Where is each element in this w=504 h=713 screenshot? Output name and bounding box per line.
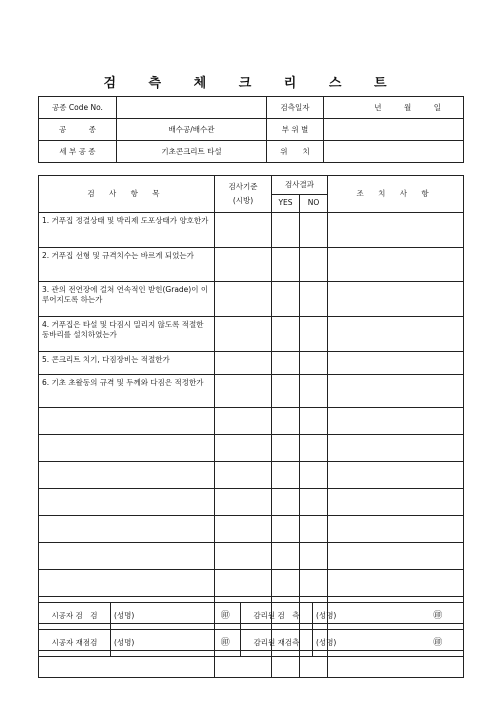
no-cell	[300, 489, 328, 516]
date-field: 년 월 일	[324, 97, 464, 119]
yes-cell	[272, 213, 300, 248]
action-cell	[328, 375, 464, 408]
col-header-action: 조 치 사 항	[328, 176, 464, 213]
seal-mark: ㊞	[211, 630, 241, 657]
no-cell	[300, 516, 328, 543]
header-row	[39, 141, 464, 163]
action-cell	[328, 317, 464, 352]
no-cell	[300, 282, 328, 317]
checklist-item-text	[39, 516, 215, 543]
table-row	[39, 408, 464, 435]
header-row	[39, 97, 464, 119]
no-cell	[300, 543, 328, 570]
action-cell	[328, 213, 464, 248]
yes-cell	[272, 516, 300, 543]
table-row	[39, 543, 464, 570]
yes-cell	[272, 375, 300, 408]
no-cell	[300, 352, 328, 375]
checklist-item-text	[39, 489, 215, 516]
standard-cell	[215, 516, 272, 543]
seal-mark: ㊞	[413, 630, 464, 657]
checklist-item-text: 5. 콘크리트 치기, 다짐장비는 적절한가	[39, 352, 215, 375]
checklist-item-text	[39, 570, 215, 597]
header-value: 기초콘크리트 타설	[117, 141, 267, 163]
standard-cell	[215, 352, 272, 375]
col-header-no: NO	[300, 194, 328, 213]
signature-name-field: (성명)	[111, 630, 211, 657]
header-label: 공 종	[39, 119, 117, 141]
col-header-items: 검 사 항 목	[39, 176, 215, 213]
standard-cell	[215, 543, 272, 570]
no-cell	[300, 570, 328, 597]
yes-cell	[272, 282, 300, 317]
no-cell	[300, 213, 328, 248]
standard-cell	[215, 282, 272, 317]
col-header-yes: YES	[272, 194, 300, 213]
table-row	[39, 317, 464, 352]
action-cell	[328, 408, 464, 435]
action-cell	[328, 282, 464, 317]
header-value	[324, 141, 464, 163]
action-cell	[328, 570, 464, 597]
table-row	[39, 435, 464, 462]
table-row	[39, 570, 464, 597]
header-label: 세 부 공 종	[39, 141, 117, 163]
action-cell	[328, 516, 464, 543]
header-label: 공종 Code No.	[39, 97, 117, 119]
checklist-item-text: 6. 기초 초왈동의 규격 및 두께와 다짐은 적정한가	[39, 375, 215, 408]
col-header-result: 검사결과	[272, 176, 328, 195]
signature-row	[39, 603, 464, 630]
document-title: 검 측 체 크 리 스 트	[103, 76, 401, 91]
action-cell	[328, 462, 464, 489]
signature-label: 시공자 검 검	[39, 603, 111, 630]
col-header-standard-label: 검사기준	[228, 182, 258, 191]
table-row	[39, 516, 464, 543]
yes-cell	[272, 462, 300, 489]
yes-cell	[272, 317, 300, 352]
header-label: 위 치	[267, 141, 324, 163]
checklist-item-text: 4. 거푸집은 타설 및 다짐시 밀리지 않도록 적절한 동바리를 설치하였는가	[39, 317, 215, 352]
checklist-item-text: 3. 관의 전연장에 걸쳐 연속적인 받힌(Grade)이 이루어지도록 하는가	[39, 282, 215, 317]
yes-cell	[272, 543, 300, 570]
action-cell	[328, 248, 464, 282]
table-row	[39, 352, 464, 375]
col-header-standard-sub: (시방)	[232, 196, 254, 205]
table-row	[39, 375, 464, 408]
seal-mark: ㊞	[211, 603, 241, 630]
header-value	[117, 97, 267, 119]
table-row	[39, 248, 464, 282]
no-cell	[300, 462, 328, 489]
checklist-item-text	[39, 543, 215, 570]
seal-mark: ㊞	[413, 603, 464, 630]
header-row	[39, 119, 464, 141]
yes-cell	[272, 435, 300, 462]
standard-cell	[215, 462, 272, 489]
yes-cell	[272, 570, 300, 597]
table-row	[39, 462, 464, 489]
no-cell	[300, 375, 328, 408]
standard-cell	[215, 213, 272, 248]
action-cell	[328, 489, 464, 516]
header-label: 검측일자	[267, 97, 324, 119]
no-cell	[300, 248, 328, 282]
standard-cell	[215, 570, 272, 597]
signature-name-field: (성명)	[313, 603, 413, 630]
checklist-item-text	[39, 435, 215, 462]
checklist-item-text	[39, 408, 215, 435]
signature-table	[38, 602, 464, 657]
no-cell	[300, 435, 328, 462]
signature-label: 감리원 검 측	[241, 603, 313, 630]
standard-cell	[215, 317, 272, 352]
signature-name-field: (성명)	[111, 603, 211, 630]
no-cell	[300, 317, 328, 352]
standard-cell	[215, 489, 272, 516]
standard-cell	[215, 435, 272, 462]
header-table	[38, 96, 464, 163]
action-cell	[328, 352, 464, 375]
header-label: 부 위 별	[267, 119, 324, 141]
standard-cell	[215, 248, 272, 282]
yes-cell	[272, 408, 300, 435]
signature-label: 감리원 재검측	[241, 630, 313, 657]
no-cell	[300, 408, 328, 435]
signature-row	[39, 630, 464, 657]
standard-cell	[215, 408, 272, 435]
header-value: 배수공/배수관	[117, 119, 267, 141]
signature-name-field: (성명)	[313, 630, 413, 657]
header-value	[324, 119, 464, 141]
table-row	[39, 282, 464, 317]
yes-cell	[272, 352, 300, 375]
yes-cell	[272, 489, 300, 516]
checklist-item-text: 2. 거푸집 선형 및 규격치수는 바르게 되었는가	[39, 248, 215, 282]
action-cell	[328, 435, 464, 462]
checklist-item-text: 1. 거푸집 정결상태 및 박리제 도포상태가 양호한가	[39, 213, 215, 248]
yes-cell	[272, 248, 300, 282]
checklist-item-text	[39, 462, 215, 489]
action-cell	[328, 543, 464, 570]
col-header-standard	[215, 176, 272, 213]
standard-cell	[215, 375, 272, 408]
table-row	[39, 213, 464, 248]
signature-label: 시공자 재점검	[39, 630, 111, 657]
table-row	[39, 489, 464, 516]
